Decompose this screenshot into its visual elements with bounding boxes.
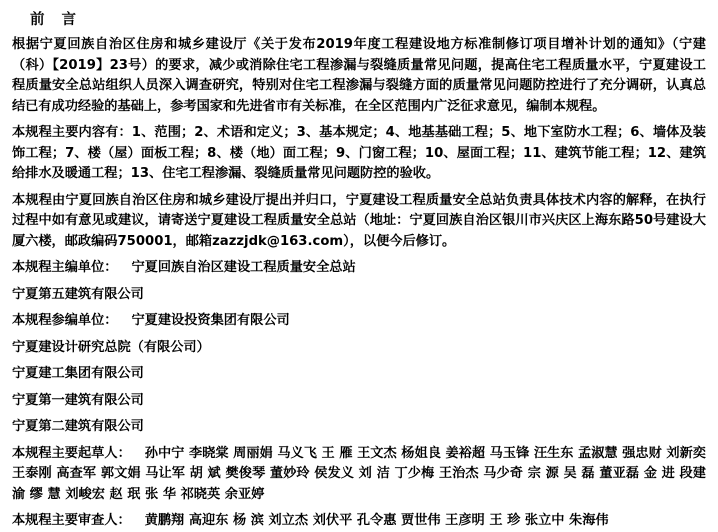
reviewers-block: [12, 511, 706, 532]
credit-participating-unit-5: [12, 417, 706, 438]
paragraph-interpretation: 本规程由宁夏回族自治区住房和城乡建设厅提出并归口，宁夏建设工程质量安全总站负责具体技术内容的解释，在执行过程中如有意见或建议，请寄送宁夏建设工程质量安全总站（地址：宁夏回族自治区银川市兴庆区上海东路50号建设大厦六楼，邮政编码750001，邮箱zazzjdk@163.com），以便今后修订。: [12, 192, 706, 249]
page-title-row: [12, 8, 706, 29]
credit-value: 宁夏建设投资集团有限公司: [131, 313, 290, 328]
credit-value: 宁夏建设计研究总院（有限公司）: [12, 339, 210, 355]
drafters-label: 本规程主要起草人：: [12, 445, 131, 461]
credit-participating-unit-3: [12, 364, 706, 385]
reviewers-label: 本规程主要审查人：: [12, 513, 131, 528]
credit-label: 本规程参编单位：: [12, 313, 118, 328]
credit-value: 宁夏第五建筑有限公司: [12, 286, 144, 302]
credit-participating-unit-2: [12, 338, 706, 359]
paragraph-scope-basis: 根据宁夏回族自治区住房和城乡建设厅《关于发布2019年度工程建设地方标准制修订项目增补计划的通知》（宁建（科）【2019】23号）的要求，减少或消除住宅工程渗漏与裂缝质量常见问题，提高住宅工程质量水平，宁夏建设工程质量安全总站组织人员深入调查研究，特别对住宅工程渗漏与裂缝方面的质量常见问题防控进行了充分调研，认真总结已有成功经验的基础上，参考国家和先进省市有关标准，在全区范围内广泛征求意见，编制本规程。: [12, 37, 706, 114]
credit-chief-editor-unit: [12, 258, 706, 279]
page-title: 前 言: [30, 12, 83, 28]
credit-participating-units: [12, 311, 706, 332]
paragraph-main-contents: 本规程主要内容有：1、范围；2、术语和定义；3、基本规定；4、地基基础工程；5、地下室防水工程；6、墙体及装饰工程；7、楼（屋）面板工程；8、楼（地）面工程；9、门窗工程；10、屋面工程；11、建筑节能工程；12、建筑给排水及暖通工程；13、住宅工程渗漏、裂缝质量常见问题防控的验收。: [12, 125, 706, 181]
credit-participating-unit-4: [12, 391, 706, 412]
credit-label: 本规程主编单位：: [12, 260, 118, 275]
drafters-block: [12, 444, 706, 506]
credit-value: 宁夏第一建筑有限公司: [12, 392, 144, 408]
drafters-names: 孙中宁 李晓棠 周丽娟 马义飞 王 雁 王文杰 杨姐良 姜裕超 马玉锋 汪生东 孟淑慧 强忠财 刘新奕 王泰刚 高查军 郭文娟 马让军 胡 斌 樊俊琴 董妙玲 侯发义 刘 洁 丁少梅 王治杰 马少奇 宗 源 吴 磊 董亚磊 金 进 段建渝 缪 慧 刘峻宏 赵 珉 张 华 祁晓英 余亚婷: [12, 445, 706, 502]
credit-value: 宁夏第二建筑有限公司: [12, 419, 144, 434]
reviewers-names: 黄鹏翔 高迎东 杨 滨 刘立杰 刘伏平 孔令惠 贾世伟 王彦明 王 珍 张立中 朱海伟: [144, 513, 609, 528]
credit-chief-editor-unit-2: [12, 285, 706, 306]
credit-value: 宁夏建工集团有限公司: [12, 366, 144, 381]
credit-value: 宁夏回族自治区建设工程质量安全总站: [131, 260, 356, 275]
